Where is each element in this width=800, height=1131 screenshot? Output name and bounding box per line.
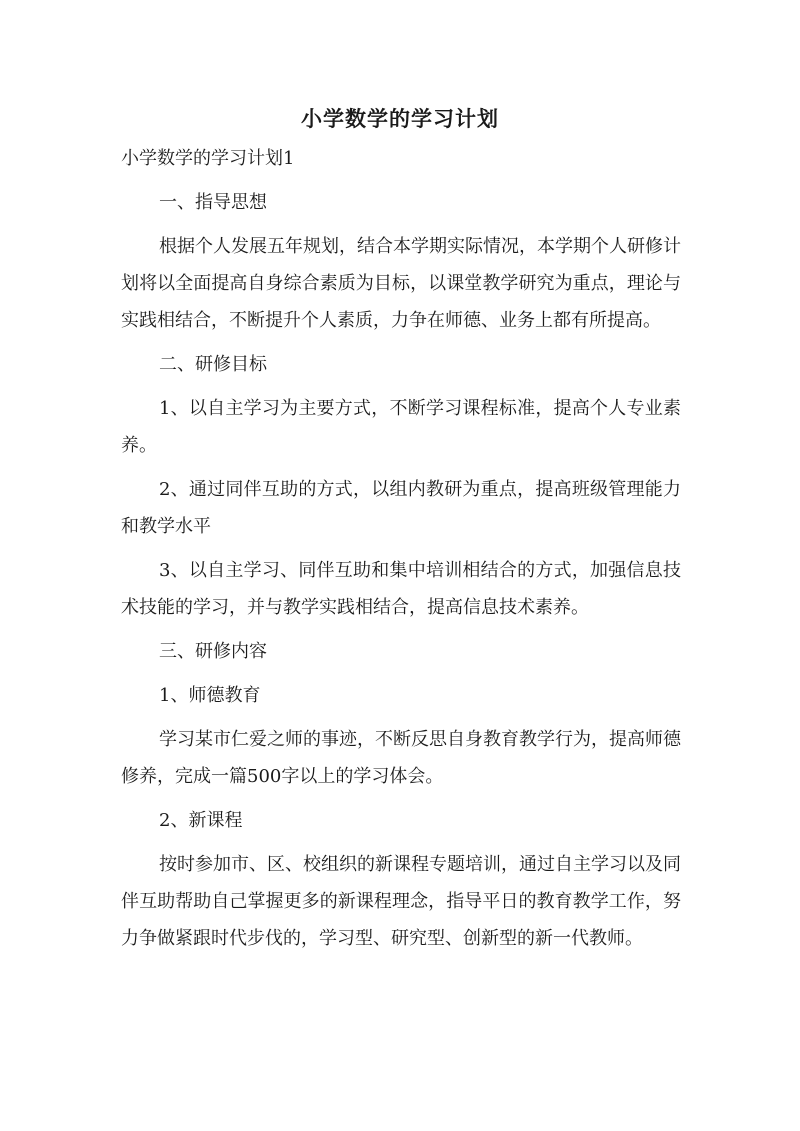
content-heading-ethics: 1、师德教育: [159, 685, 261, 706]
heading-study-goals: 二、研修目标: [159, 354, 267, 375]
document-title: 小学数学的学习计划: [301, 106, 499, 131]
heading-study-content: 三、研修内容: [159, 641, 267, 662]
document-body: [121, 140, 681, 964]
section-subtitle: 小学数学的学习计划1: [121, 148, 295, 169]
paragraph-ethics: 学习某市仁爱之师的事迹，不断反思自身教育教学行为，提高师德修养，完成一篇500字以上的学习体会。: [121, 729, 681, 787]
goal-item-2: 2、通过同伴互助的方式，以组内教研为重点，提高班级管理能力和教学水平: [121, 479, 681, 537]
paragraph-guiding-thought: 根据个人发展五年规划，结合本学期实际情况，本学期个人研修计划将以全面提高自身综合素质为目标，以课堂教学研究为重点，理论与实践相结合，不断提升个人素质，力争在师德、业务上都有所提高。: [121, 236, 681, 331]
content-heading-new-curriculum: 2、新课程: [159, 810, 243, 831]
paragraph-new-curriculum: 按时参加市、区、校组织的新课程专题培训，通过自主学习以及同伴互助帮助自己掌握更多的新课程理念，指导平日的教育教学工作，努力争做紧跟时代步伐的，学习型、研究型、创新型的新一代教师。: [121, 854, 681, 949]
goal-item-3: 3、以自主学习、同伴互助和集中培训相结合的方式，加强信息技术技能的学习，并与教学实践相结合，提高信息技术素养。: [121, 560, 681, 618]
heading-guiding-thought: 一、指导思想: [159, 192, 267, 213]
goal-item-1: 1、以自主学习为主要方式，不断学习课程标准，提高个人专业素养。: [121, 398, 681, 456]
